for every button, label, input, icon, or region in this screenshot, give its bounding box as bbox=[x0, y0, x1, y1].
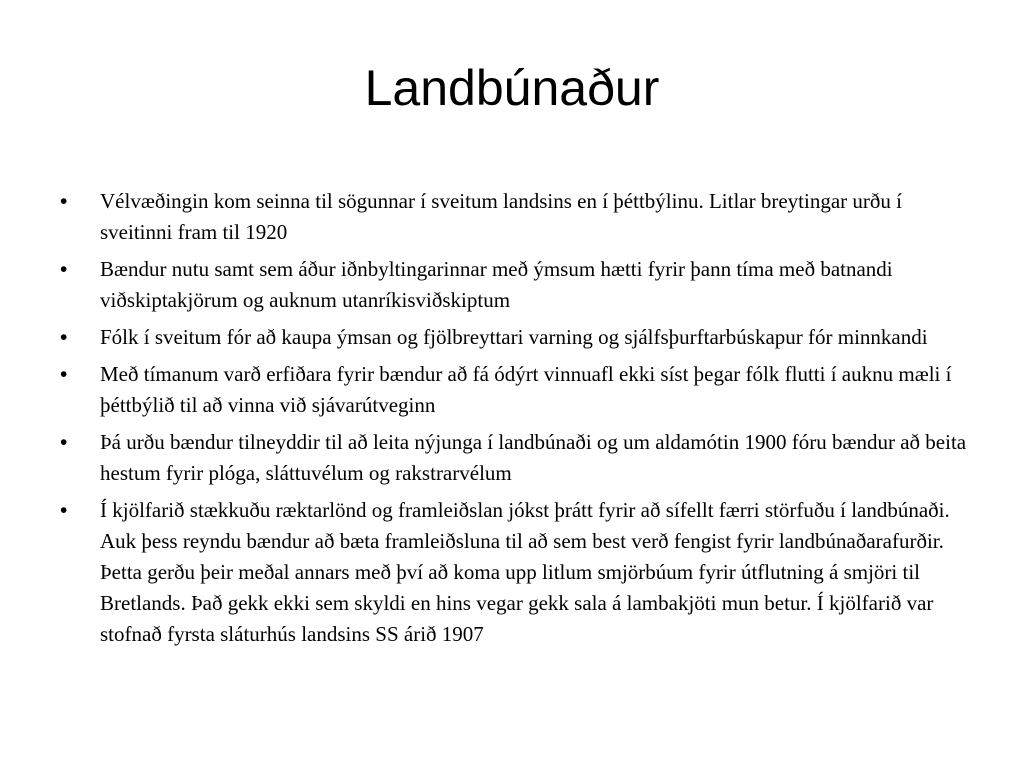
bullet-marker: • bbox=[60, 363, 68, 386]
bullet-text: Í kjölfarið stækkuðu ræktarlönd og framleiðslan jókst þrátt fyrir að sífellt færri störfuðu í landbúnaði. Auk þess reyndu bændur að bæta framleiðsluna til að sem best verð fengist fyrir landbúnaðarafurðir. Þetta gerðu þeir meðal annars með því að koma upp litlum smjörbúum fyrir útflutning á smjöri til Bretlands. Það gekk ekki sem skyldi en hins vegar gekk sala á lambakjöti mun betur. Í kjölfarið var stofnað fyrsta sláturhús landsins SS árið 1907 bbox=[100, 498, 950, 646]
bullet-marker: • bbox=[60, 258, 68, 281]
bullet-text: Vélvæðingin kom seinna til sögunnar í sveitum landsins en í þéttbýlinu. Litlar breytingar urðu í sveitinni fram til 1920 bbox=[100, 189, 902, 244]
bullet-item bbox=[60, 186, 970, 248]
bullet-text: Með tímanum varð erfiðara fyrir bændur að fá ódýrt vinnuafl ekki síst þegar fólk flutti í auknu mæli í þéttbýlið til að vinna við sjávarútveginn bbox=[100, 362, 952, 417]
bullet-item bbox=[60, 322, 970, 353]
bullet-item bbox=[60, 495, 970, 650]
bullet-text: Þá urðu bændur tilneyddir til að leita nýjunga í landbúnaði og um aldamótin 1900 fóru bændur að beita hestum fyrir plóga, sláttuvélum og rakstrarvélum bbox=[100, 430, 967, 485]
bullet-item bbox=[60, 359, 970, 421]
bullet-text: Bændur nutu samt sem áður iðnbyltingarinnar með ýmsum hætti fyrir þann tíma með batnandi viðskiptakjörum og auknum utanríkisviðskiptum bbox=[100, 257, 893, 312]
bullet-list bbox=[60, 186, 970, 656]
bullet-marker: • bbox=[60, 499, 68, 522]
bullet-marker: • bbox=[60, 431, 68, 454]
bullet-item bbox=[60, 254, 970, 316]
bullet-item bbox=[60, 427, 970, 489]
bullet-marker: • bbox=[60, 326, 68, 349]
bullet-text: Fólk í sveitum fór að kaupa ýmsan og fjölbreyttari varning og sjálfsþurftarbúskapur fór minnkandi bbox=[100, 325, 928, 349]
slide-title: Landbúnaður bbox=[364, 60, 660, 116]
bullet-marker: • bbox=[60, 190, 68, 213]
